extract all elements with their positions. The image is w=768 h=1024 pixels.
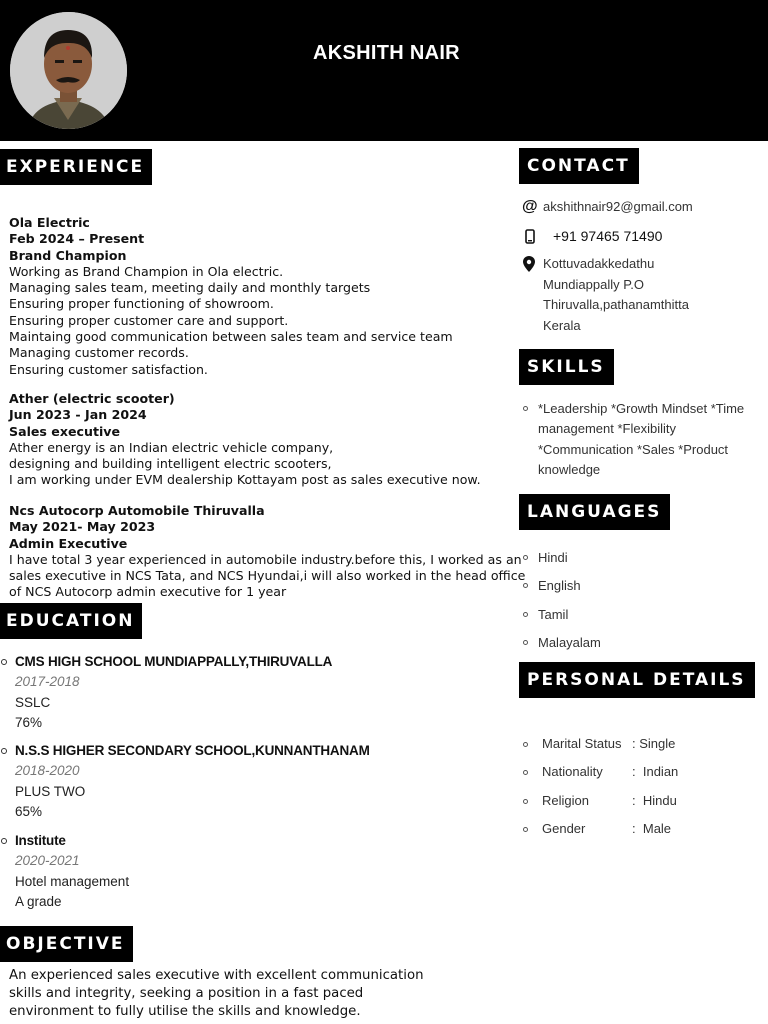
objective-text: An experienced sales executive with excellent communication skills and integrity, seeking a position in a fast paced environment to fully utilise the skills and knowledge. — [9, 968, 424, 1019]
description-line: Working as Brand Champion in Ola electric. — [9, 263, 284, 279]
description-line: Maintaing good communication between sales team and service team — [9, 329, 453, 345]
role: Sales executive — [9, 423, 121, 439]
bullet-icon — [523, 827, 528, 832]
score: 65% — [15, 803, 43, 819]
bullet-icon — [523, 612, 528, 617]
description-line: designing and building intelligent electric scooters, — [9, 456, 332, 472]
description-line: Managing sales team, meeting daily and monthly targets — [9, 280, 371, 296]
profile-photo — [10, 12, 127, 129]
experience-heading: EXPERIENCE — [0, 149, 152, 185]
company: Ola Electric — [9, 215, 90, 230]
header-banner — [0, 0, 768, 141]
description-line: Managing customer records. — [9, 345, 189, 361]
role: Brand Champion — [9, 247, 127, 263]
skills-heading: SKILLS — [519, 349, 614, 385]
description-line: Ensuring proper customer care and support. — [9, 312, 289, 328]
school-years: 2018-2020 — [15, 763, 80, 779]
school-years: 2017-2018 — [15, 674, 80, 690]
company: Ather (electric scooter) — [9, 391, 175, 406]
candidate-name: AKSHITH NAIR — [313, 42, 460, 64]
address-line: Kottuvadakkedathu — [543, 256, 655, 271]
contact-heading: CONTACT — [519, 148, 639, 184]
language-item: Tamil — [522, 601, 601, 629]
address-line: Kerala — [543, 317, 581, 333]
description-line: Ensuring proper functioning of showroom. — [9, 296, 274, 312]
bullet-icon — [1, 748, 7, 754]
bullet-icon — [523, 406, 528, 411]
dates: May 2021- May 2023 — [9, 519, 156, 535]
bullet-icon — [523, 640, 528, 645]
score: A grade — [15, 893, 62, 909]
language-item: Hindi — [522, 544, 601, 572]
experience-ather — [9, 391, 481, 489]
skills-line: knowledge — [538, 461, 601, 477]
company: Ncs Autocorp Automobile Thiruvalla — [9, 503, 265, 518]
skills-line: management *Flexibility — [538, 421, 677, 437]
languages-list — [522, 544, 601, 657]
role: Admin Executive — [9, 535, 128, 551]
experience-ola — [9, 215, 453, 378]
education-entry — [0, 652, 332, 733]
school-name: Institute — [0, 831, 129, 851]
education-heading: EDUCATION — [0, 603, 142, 639]
description-line: of NCS Autocorp admin executive for 1 year — [9, 584, 287, 600]
course: SSLC — [15, 694, 51, 710]
school-name: CMS HIGH SCHOOL MUNDIAPPALLY,THIRUVALLA — [0, 652, 332, 672]
score: 76% — [15, 714, 43, 730]
bullet-icon — [1, 838, 7, 844]
skills-line: *Communication *Sales *Product — [538, 441, 729, 457]
education-entry — [0, 741, 370, 822]
personal-details-heading: PERSONAL DETAILS — [519, 662, 755, 698]
course: PLUS TWO — [15, 783, 86, 799]
address-line: Mundiappally P.O — [543, 276, 644, 292]
description-line: sales executive in NCS Tata, and NCS Hyundai,i will also worked in the head office — [9, 568, 526, 584]
skills-list — [522, 399, 744, 480]
bullet-icon — [523, 583, 528, 588]
bullet-icon — [523, 799, 528, 804]
dates: Jun 2023 - Jan 2024 — [9, 407, 147, 423]
objective-heading: OBJECTIVE — [0, 926, 133, 962]
education-entry — [0, 831, 129, 912]
course: Hotel management — [15, 873, 130, 889]
description-line: I am working under EVM dealership Kottayam post as sales executive now. — [9, 472, 481, 488]
dates: Feb 2024 – Present — [9, 231, 145, 247]
description-line: Ather energy is an Indian electric vehicle company, — [9, 439, 334, 455]
description-line: Ensuring customer satisfaction. — [9, 361, 208, 377]
description-line: I have total 3 year experienced in automobile industry.before this, I worked as an — [9, 551, 522, 567]
bullet-icon — [523, 555, 528, 560]
at-sign-icon: @ — [522, 198, 538, 215]
bullet-icon — [523, 742, 528, 747]
phone-icon — [522, 226, 538, 242]
school-name: N.S.S HIGHER SECONDARY SCHOOL,KUNNANTHANAM — [0, 741, 370, 761]
skills-line: *Leadership *Growth Mindset *Time — [522, 399, 744, 419]
language-item: Malayalam — [522, 629, 601, 657]
school-years: 2020-2021 — [15, 853, 80, 869]
address-line: Thiruvalla,pathanamthitta — [543, 297, 689, 312]
location-pin-icon — [522, 254, 538, 270]
language-item: English — [522, 572, 601, 600]
languages-heading: LANGUAGES — [519, 494, 670, 530]
bullet-icon — [1, 659, 7, 665]
bullet-icon — [523, 770, 528, 775]
experience-ncs — [9, 503, 525, 601]
